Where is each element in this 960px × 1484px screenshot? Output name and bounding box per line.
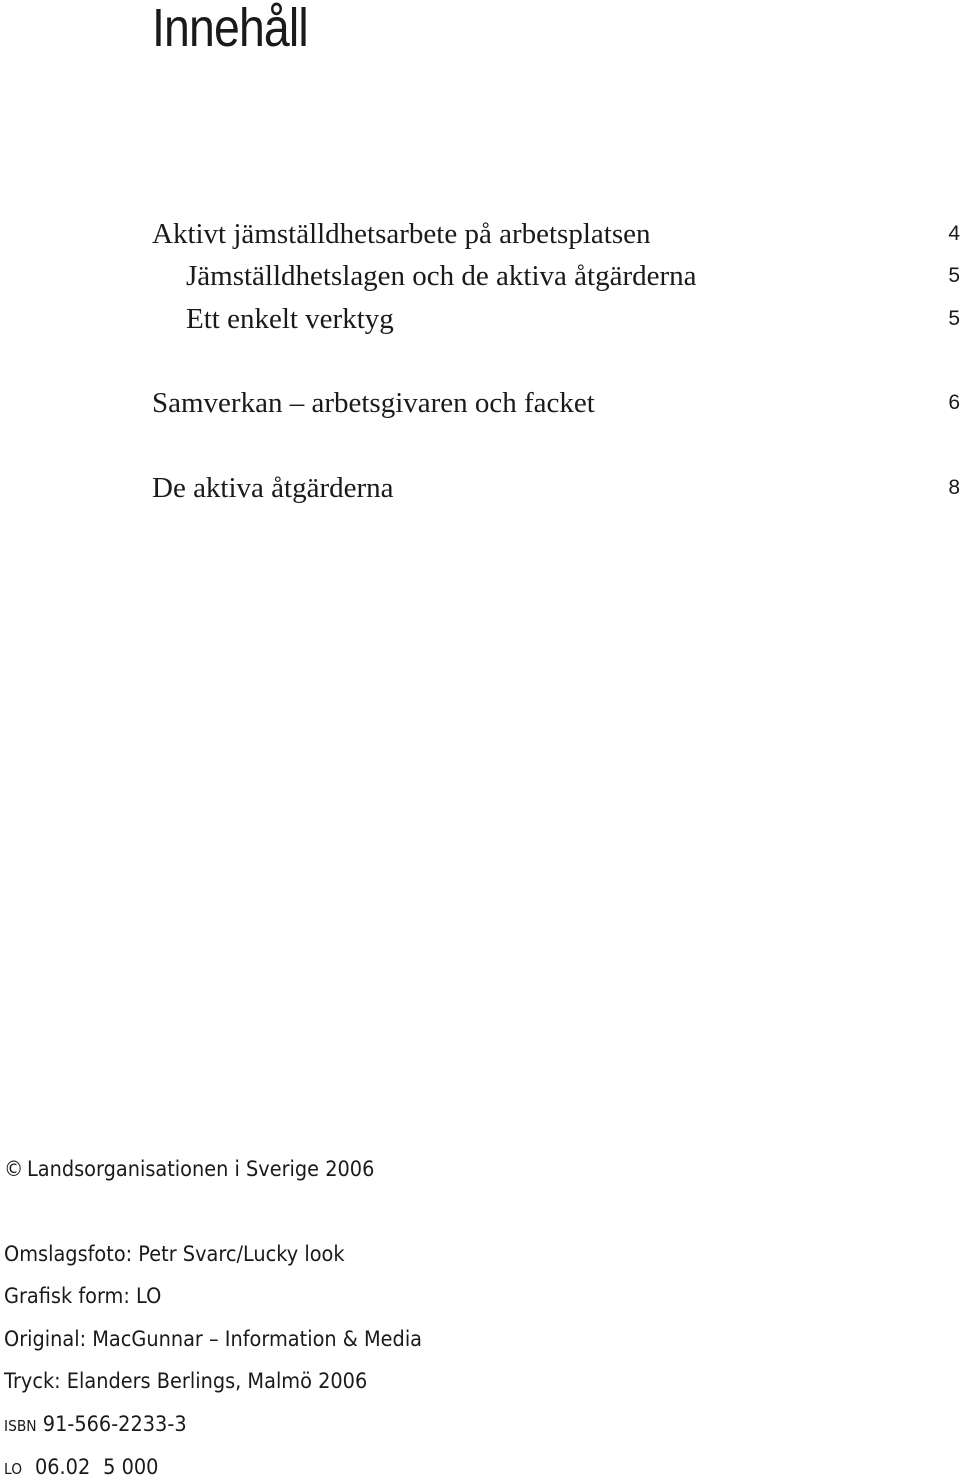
lo-count: 5 000 — [103, 1455, 159, 1479]
copyright-notice — [4, 1154, 374, 1184]
toc-entry-label: Aktivt jämställdhetsarbete på arbetsplatsen — [152, 218, 651, 250]
toc-entry-label: Samverkan – arbetsgivaren och facket — [152, 387, 595, 419]
toc-entry-page: 6 — [948, 391, 960, 414]
lo-code-line — [4, 1452, 158, 1482]
page-title: Innehåll — [152, 0, 308, 58]
toc-entry[interactable] — [186, 299, 960, 339]
isbn-line — [4, 1409, 187, 1439]
toc-entry-page: 5 — [948, 264, 960, 287]
print-credit: Tryck: Elanders Berlings, Malmö 2006 — [4, 1369, 368, 1393]
toc-entry-page: 4 — [948, 222, 960, 245]
isbn-label: isbn — [4, 1412, 37, 1436]
toc-entry[interactable] — [152, 468, 960, 508]
graphic-design-credit: Grafisk form: LO — [4, 1284, 162, 1308]
toc-entry-page: 5 — [948, 307, 960, 330]
toc-entry[interactable] — [152, 383, 960, 423]
toc-entry-label: Jämställdhetslagen och de aktiva åtgärderna — [186, 260, 697, 292]
toc-entry-label: De aktiva åtgärderna — [152, 472, 394, 504]
lo-label: lo — [4, 1455, 23, 1479]
isbn-number: 91-566-2233-3 — [42, 1412, 187, 1436]
copyright-icon: © — [4, 1157, 24, 1181]
toc-entry-page: 8 — [948, 476, 960, 499]
cover-photo-credit: Omslagsfoto: Petr Svarc/Lucky look — [4, 1242, 345, 1266]
toc-entry[interactable] — [186, 256, 960, 296]
original-credit: Original: MacGunnar – Information & Media — [4, 1327, 423, 1351]
lo-code: 06.02 — [34, 1455, 91, 1479]
copyright-text: Landsorganisationen i Sverige 2006 — [27, 1157, 375, 1181]
toc-entry-label: Ett enkelt verktyg — [186, 303, 394, 335]
toc-entry[interactable] — [152, 214, 960, 254]
